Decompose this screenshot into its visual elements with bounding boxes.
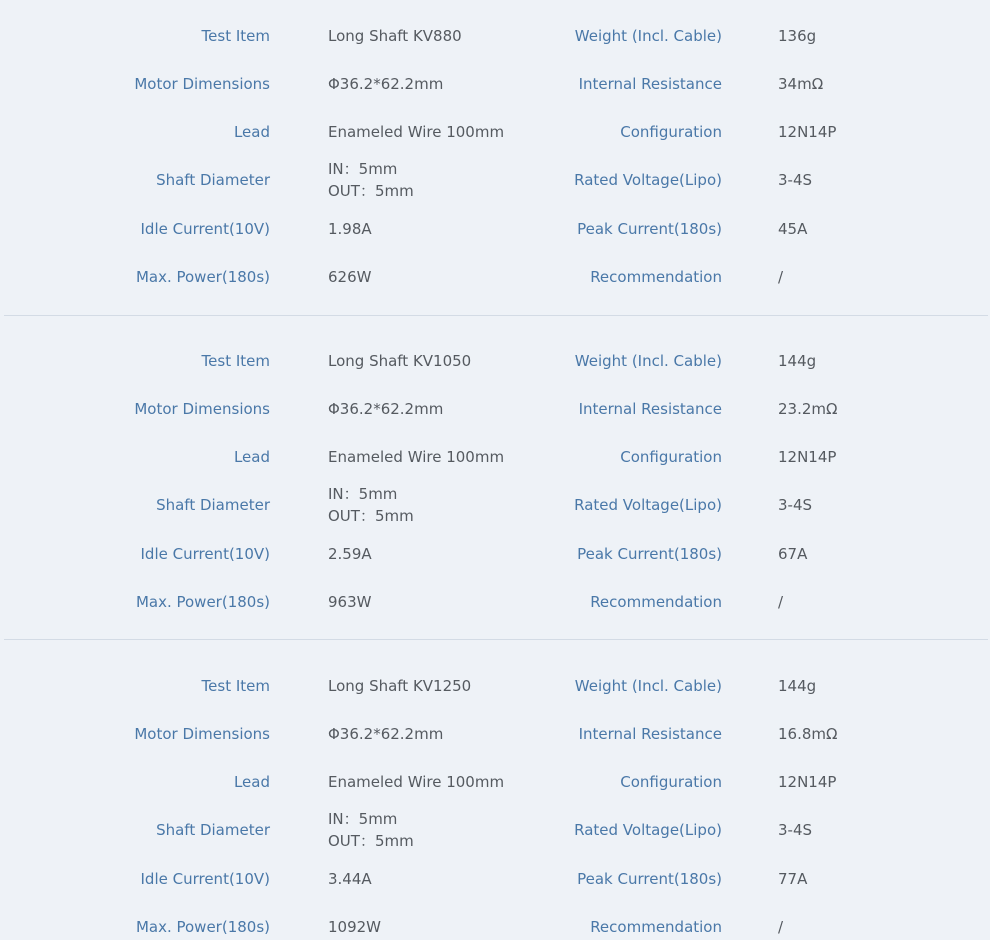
- spec-label: Rated Voltage(Lipo): [574, 821, 722, 839]
- spec-label: Configuration: [620, 773, 722, 791]
- spec-row-motor-dimensions: [0, 385, 990, 433]
- spec-value: Long Shaft KV880: [328, 27, 462, 45]
- shaft-out-value: OUT：5mm: [328, 507, 414, 525]
- spec-label: Max. Power(180s): [135, 268, 270, 286]
- spec-label: Weight (Incl. Cable): [574, 352, 722, 370]
- spec-value: /: [778, 918, 784, 936]
- spec-row-shaft-diameter: [0, 156, 990, 204]
- spec-label: Motor Dimensions: [134, 75, 270, 93]
- spec-row-test-item: [0, 662, 990, 710]
- spec-label: Peak Current(180s): [577, 545, 722, 563]
- spec-label: Peak Current(180s): [577, 220, 722, 238]
- spec-value: /: [778, 593, 784, 611]
- shaft-in-value: IN：5mm: [328, 485, 398, 503]
- spec-value: 77A: [778, 870, 808, 888]
- shaft-out-value: OUT：5mm: [328, 832, 414, 850]
- spec-row-max-power: [0, 253, 990, 301]
- spec-label: Internal Resistance: [578, 725, 722, 743]
- shaft-out-value: OUT：5mm: [328, 182, 414, 200]
- spec-row-test-item: [0, 337, 990, 385]
- spec-value: 12N14P: [778, 773, 837, 791]
- spec-value: Φ36.2*62.2mm: [328, 725, 444, 743]
- spec-label: Internal Resistance: [578, 400, 722, 418]
- spec-value: 12N14P: [778, 123, 837, 141]
- spec-row-max-power: [0, 578, 990, 626]
- spec-label: Test Item: [201, 352, 270, 370]
- spec-label: Recommendation: [590, 918, 722, 936]
- spec-value: 1.98A: [328, 220, 372, 238]
- spec-label: Lead: [233, 773, 270, 791]
- spec-row-lead: [0, 433, 990, 481]
- spec-label: Shaft Diameter: [156, 496, 270, 514]
- spec-label: Weight (Incl. Cable): [574, 27, 722, 45]
- spec-table-kv880: [0, 12, 990, 324]
- spec-label: Rated Voltage(Lipo): [574, 171, 722, 189]
- spec-label: Motor Dimensions: [134, 725, 270, 743]
- spec-label: Recommendation: [590, 268, 722, 286]
- spec-row-test-item: [0, 12, 990, 60]
- spec-value: 3-4S: [778, 821, 813, 839]
- spec-value: /: [778, 268, 784, 286]
- spec-label: Weight (Incl. Cable): [574, 677, 722, 695]
- spec-label: Shaft Diameter: [156, 171, 270, 189]
- spec-value: 3.44A: [328, 870, 372, 888]
- spec-value: Enameled Wire 100mm: [328, 123, 505, 141]
- shaft-in-value: IN：5mm: [328, 160, 398, 178]
- spec-label: Rated Voltage(Lipo): [574, 496, 722, 514]
- spec-value: Long Shaft KV1250: [328, 677, 472, 695]
- spec-label: Idle Current(10V): [140, 545, 270, 563]
- spec-row-idle-current: [0, 530, 990, 578]
- shaft-in-value: IN：5mm: [328, 810, 398, 828]
- spec-label: Idle Current(10V): [140, 870, 270, 888]
- spec-value: 3-4S: [778, 496, 813, 514]
- spec-value: 1092W: [328, 918, 382, 936]
- spec-row-shaft-diameter: [0, 481, 990, 529]
- spec-row-motor-dimensions: [0, 710, 990, 758]
- spec-label: Lead: [233, 448, 270, 466]
- spec-row-lead: [0, 108, 990, 156]
- spec-row-shaft-diameter: [0, 806, 990, 854]
- spec-value: 12N14P: [778, 448, 837, 466]
- spec-table-kv1250: [0, 662, 990, 940]
- spec-value: Φ36.2*62.2mm: [328, 400, 444, 418]
- spec-label: Max. Power(180s): [135, 593, 270, 611]
- spec-value: 144g: [778, 352, 817, 370]
- spec-row-max-power: [0, 903, 990, 940]
- spec-label: Internal Resistance: [578, 75, 722, 93]
- spec-label: Peak Current(180s): [577, 870, 722, 888]
- spec-value-stack: [328, 481, 568, 529]
- spec-label: Test Item: [201, 27, 270, 45]
- spec-row-idle-current: [0, 205, 990, 253]
- spec-value: 16.8mΩ: [778, 725, 838, 743]
- spec-row-idle-current: [0, 855, 990, 903]
- spec-row-motor-dimensions: [0, 60, 990, 108]
- spec-value: 45A: [778, 220, 808, 238]
- spec-label: Idle Current(10V): [140, 220, 270, 238]
- spec-value-stack: [328, 156, 568, 204]
- spec-label: Test Item: [201, 677, 270, 695]
- spec-label: Max. Power(180s): [135, 918, 270, 936]
- spec-label: Recommendation: [590, 593, 722, 611]
- spec-value: Enameled Wire 100mm: [328, 448, 505, 466]
- spec-value: 23.2mΩ: [778, 400, 838, 418]
- spec-value: Enameled Wire 100mm: [328, 773, 505, 791]
- spec-value: 144g: [778, 677, 817, 695]
- spec-label: Lead: [233, 123, 270, 141]
- spec-value: Long Shaft KV1050: [328, 352, 472, 370]
- section-divider: [4, 315, 988, 316]
- spec-label: Shaft Diameter: [156, 821, 270, 839]
- spec-value: 67A: [778, 545, 808, 563]
- spec-value-stack: [328, 806, 568, 854]
- spec-label: Configuration: [620, 448, 722, 466]
- section-divider: [4, 639, 988, 640]
- spec-value: 626W: [328, 268, 372, 286]
- spec-label: Configuration: [620, 123, 722, 141]
- spec-value: 34mΩ: [778, 75, 824, 93]
- spec-value: Φ36.2*62.2mm: [328, 75, 444, 93]
- spec-value: 963W: [328, 593, 372, 611]
- spec-value: 2.59A: [328, 545, 372, 563]
- spec-label: Motor Dimensions: [134, 400, 270, 418]
- spec-value: 3-4S: [778, 171, 813, 189]
- spec-table-kv1050: [0, 337, 990, 649]
- spec-row-lead: [0, 758, 990, 806]
- spec-value: 136g: [778, 27, 817, 45]
